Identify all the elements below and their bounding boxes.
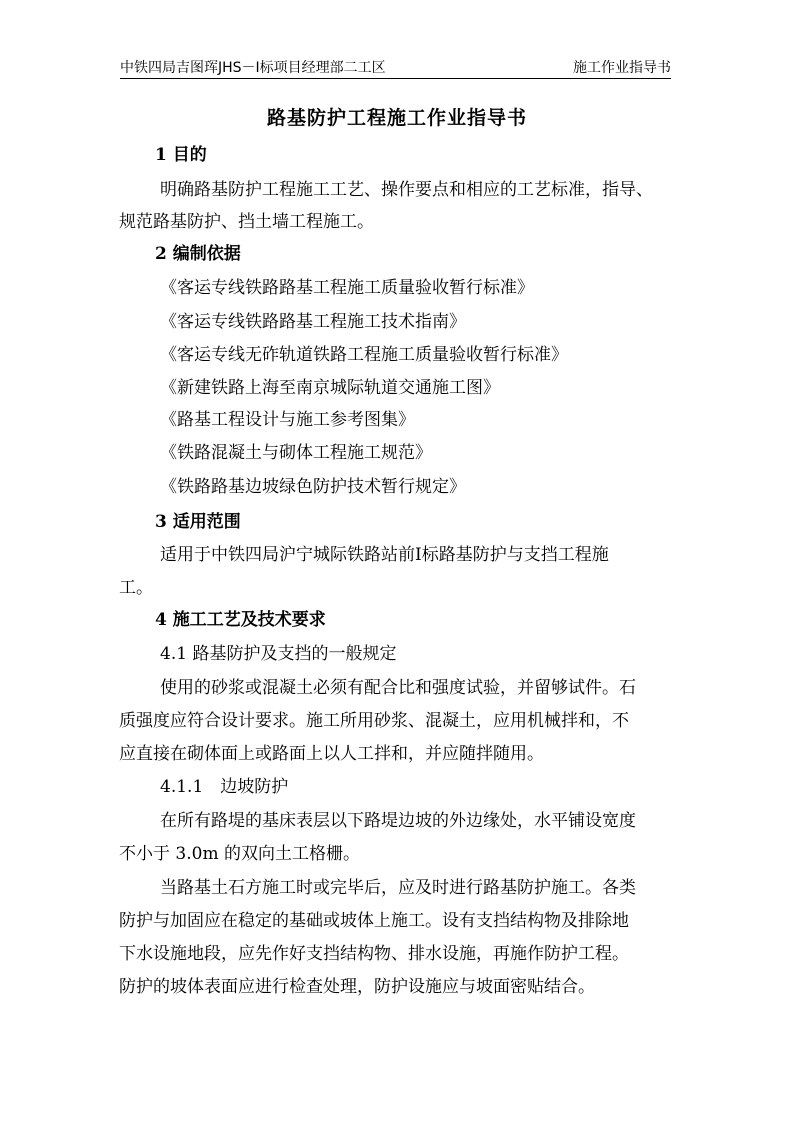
header-doc-type: 施工作业指导书 bbox=[573, 60, 671, 76]
paragraph-line: 下水设施地段，应先作好支挡结构物、排水设施，再施作防护工程。 bbox=[119, 944, 629, 964]
reference-item: 《铁路混凝土与砌体工程施工规范》 bbox=[160, 443, 432, 463]
paragraph-line: 当路基土石方施工时或完毕后，应及时进行路基防护施工。各类 bbox=[160, 878, 636, 898]
paragraph-line: 在所有路堤的基床表层以下路堤边坡的外边缘处，水平铺设宽度 bbox=[160, 811, 636, 831]
page-header bbox=[120, 56, 671, 79]
document-title: 路基防护工程施工作业指导书 bbox=[266, 107, 527, 129]
reference-item: 《铁路路基边坡绿色防护技术暂行规定》 bbox=[160, 477, 466, 497]
reference-item: 《路基工程设计与施工参考图集》 bbox=[160, 410, 415, 430]
section-3-paragraph-line: 工。 bbox=[119, 578, 153, 598]
section-3-heading: 3 适用范围 bbox=[155, 512, 241, 532]
paragraph-line: 不小于 3.0m 的双向土工格栅。 bbox=[119, 844, 360, 864]
section-1-paragraph-line: 明确路基防护工程施工工艺、操作要点和相应的工艺标准，指导、 bbox=[160, 180, 653, 200]
paragraph-line: 应直接在砌体面上或路面上以人工拌和，并应随拌随用。 bbox=[119, 744, 544, 764]
section-1-heading: 1 目的 bbox=[155, 145, 207, 165]
paragraph-line: 防护的坡体表面应进行检查处理，防护设施应与坡面密贴结合。 bbox=[119, 977, 595, 997]
paragraph-line: 使用的砂浆或混凝土必须有配合比和强度试验，并留够试件。石 bbox=[160, 678, 636, 698]
header-project-name: 中铁四局吉图珲JHS－Ⅰ标项目经理部二工区 bbox=[120, 60, 386, 76]
reference-item: 《客运专线无砟轨道铁路工程施工质量验收暂行标准》 bbox=[160, 345, 568, 365]
reference-item: 《新建铁路上海至南京城际轨道交通施工图》 bbox=[160, 378, 500, 398]
reference-item: 《客运专线铁路路基工程施工质量验收暂行标准》 bbox=[160, 278, 534, 298]
section-2-heading: 2 编制依据 bbox=[155, 244, 241, 264]
section-4-heading: 4 施工工艺及技术要求 bbox=[155, 610, 326, 630]
section-1-paragraph-line: 规范路基防护、挡土墙工程施工。 bbox=[119, 212, 374, 232]
reference-item: 《客运专线铁路路基工程施工技术指南》 bbox=[160, 312, 466, 332]
paragraph-line: 防护与加固应在稳定的基础或坡体上施工。设有支挡结构物及排除地 bbox=[119, 911, 629, 931]
subsection-4-1-heading: 4.1 路基防护及支挡的一般规定 bbox=[160, 644, 397, 664]
paragraph-line: 质强度应符合设计要求。施工所用砂浆、混凝土，应用机械拌和，不 bbox=[119, 711, 629, 731]
section-3-paragraph-line: 适用于中铁四局沪宁城际铁路站前Ⅰ标路基防护与支挡工程施 bbox=[160, 545, 609, 565]
subsection-4-1-1-heading: 4.1.1 边坡防护 bbox=[160, 777, 289, 797]
